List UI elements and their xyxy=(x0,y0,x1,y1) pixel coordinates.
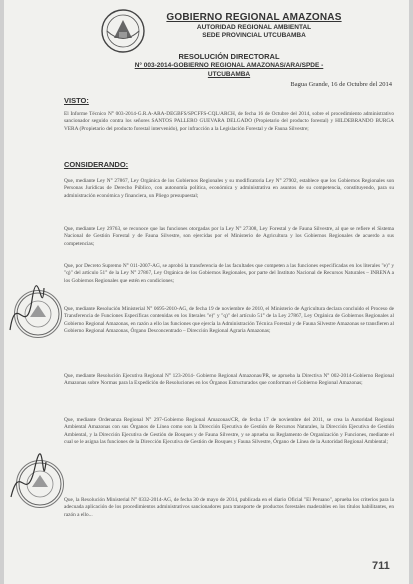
visto-heading: VISTO: xyxy=(64,96,89,105)
handwritten-signature-icon xyxy=(8,452,48,512)
considerando-paragraph: Que, mediante Ley 29763, se reconoce que las funciones otorgadas por la Ley N° 27308, Ley Forestal y de Fauna Silvestre, al que se refiere el Sistema Nacional de Gestión Forestal y de Fauna Silvestre, son ejercidas por el Ministerio de Agricultura y los Gobiernos Regionales de acuerdo a sus competencias; xyxy=(64,226,394,247)
regional-emblem-icon xyxy=(100,8,146,54)
considerando-heading: CONSIDERANDO: xyxy=(64,160,129,169)
considerando-paragraph: Que, mediante Resolución Ejecutiva Regional N° 123-2014- Gobierno Regional Amazonas/PR, se aprueba la Directiva N° 002-2014-Gobierno Regional Amazonas sobre Normas para la Expedición de Resoluciones en los Órganos Estructurados que conforman el Gobierno Regional Amazonas; xyxy=(64,373,394,387)
considerando-paragraph: Que, la Resolución Ministerial N° 0332-2014-AG, de fecha 30 de mayo de 2014, publicada en el diario Oficial "El Peruano", aprueba los criterios para la adecuada aplicación de los procedimientos administrativos sancionadores para transporte de productos forestales maderables en los títulos habilitantes, en razón a ello... xyxy=(64,497,394,518)
page-number: 711 xyxy=(372,560,390,572)
visto-paragraph: El Informe Técnico N° 003-2014-G.R.A-ARA-DEGBFS/SPCFFS-CQL/ARCH, de fecha 16 de Octubre del 2014, sobre el procedimiento administrativo sancionador seguido contra los señores SANTOS PALLERO GUEVARA DELGADO (Propietario del producto forestal) y HILDEBRANDO BURGA VERA (Propietario del producto forestal intervenido), por infracción a la Legislación Forestal y de Fauna Silvestre; xyxy=(64,111,394,132)
letterhead-title: GOBIERNO REGIONAL AMAZONAS xyxy=(166,12,342,23)
resolution-number: N° 003-2014-GOBIERNO REGIONAL AMAZONAS/ARA/SPDE - UTCUBAMBA xyxy=(134,62,324,78)
considerando-paragraph: Que, mediante Ley N° 27867, Ley Orgánica de los Gobiernos Regionales y su modificatoria Ley N° 27902, establece que los Gobiernos Regionales son Personas Jurídicas de Derecho Público, con autonomía política, económica y administrativa en asuntos de su competencia, constituyendo, para su administración económica y financiera, un Pliego presupuestal; xyxy=(64,178,394,199)
resolution-heading xyxy=(124,52,334,79)
resolution-title: RESOLUCIÓN DIRECTORAL xyxy=(178,52,280,61)
letterhead xyxy=(154,12,354,40)
considerando-paragraph: Que, por Decreto Supremo N° 011-2007-AG, se aprobó la transferencia de las facultades que competen a las funciones especificadas en los literales "e)" y "q)" del artículo 51° de la Ley N° 27867, Ley Orgánica de los Gobiernos Regionales, por parte del Instituto Nacional de Recursos Naturales – INRENA a los Gobiernos Regionales que estén en condiciones; xyxy=(64,263,394,284)
place-date: Bagua Grande, 16 de Octubre del 2014 xyxy=(290,81,392,88)
considerando-paragraph: Que, mediante Resolución Ministerial N° 0695-2010-AG, de fecha 19 de noviembre de 2010, el Ministerio de Agricultura declara concluido el Proceso de Transferencia de Funciones Específicas contenidas en los literales "e)" y "q)" del artículo 51° de la Ley 27867, Ley Orgánica de Gobiernos Regionales al Gobierno Regional Amazonas, en razón a ello las funciones que ejercía la Administración Técnica Forestal y de Fauna Silvestre Amazonas se transfieren al Gobierno Regional Amazonas, Órgano Desconcentrado – Dirección Regional Agraria Amazonas; xyxy=(64,306,394,335)
handwritten-signature-icon xyxy=(6,280,46,340)
document-page xyxy=(4,0,409,584)
letterhead-office: SEDE PROVINCIAL UTCUBAMBA xyxy=(202,32,306,39)
letterhead-subtitle: AUTORIDAD REGIONAL AMBIENTAL xyxy=(196,24,312,31)
considerando-paragraph: Que, mediante Ordenanza Regional N° 297-Gobierno Regional Amazonas/CR, de fecha 17 de noviembre del 2011, se crea la Autoridad Regional Ambiental Amazonas con sus Órganos de Línea como son la Dirección Ejecutiva de Gestión de Recursos Naturales, la Dirección Ejecutiva de Gestión Ambiental, y la Dirección Ejecutiva de Gestión de Bosques y de Fauna Silvestre, y se aprueba su Reglamento de Organización y Funciones, mediante el cual se le asigna las funciones de la Dirección Ejecutiva de Gestión de Bosques y Fauna Silvestre, Órgano de Línea de la Autoridad Regional Ambiental; xyxy=(64,417,394,446)
